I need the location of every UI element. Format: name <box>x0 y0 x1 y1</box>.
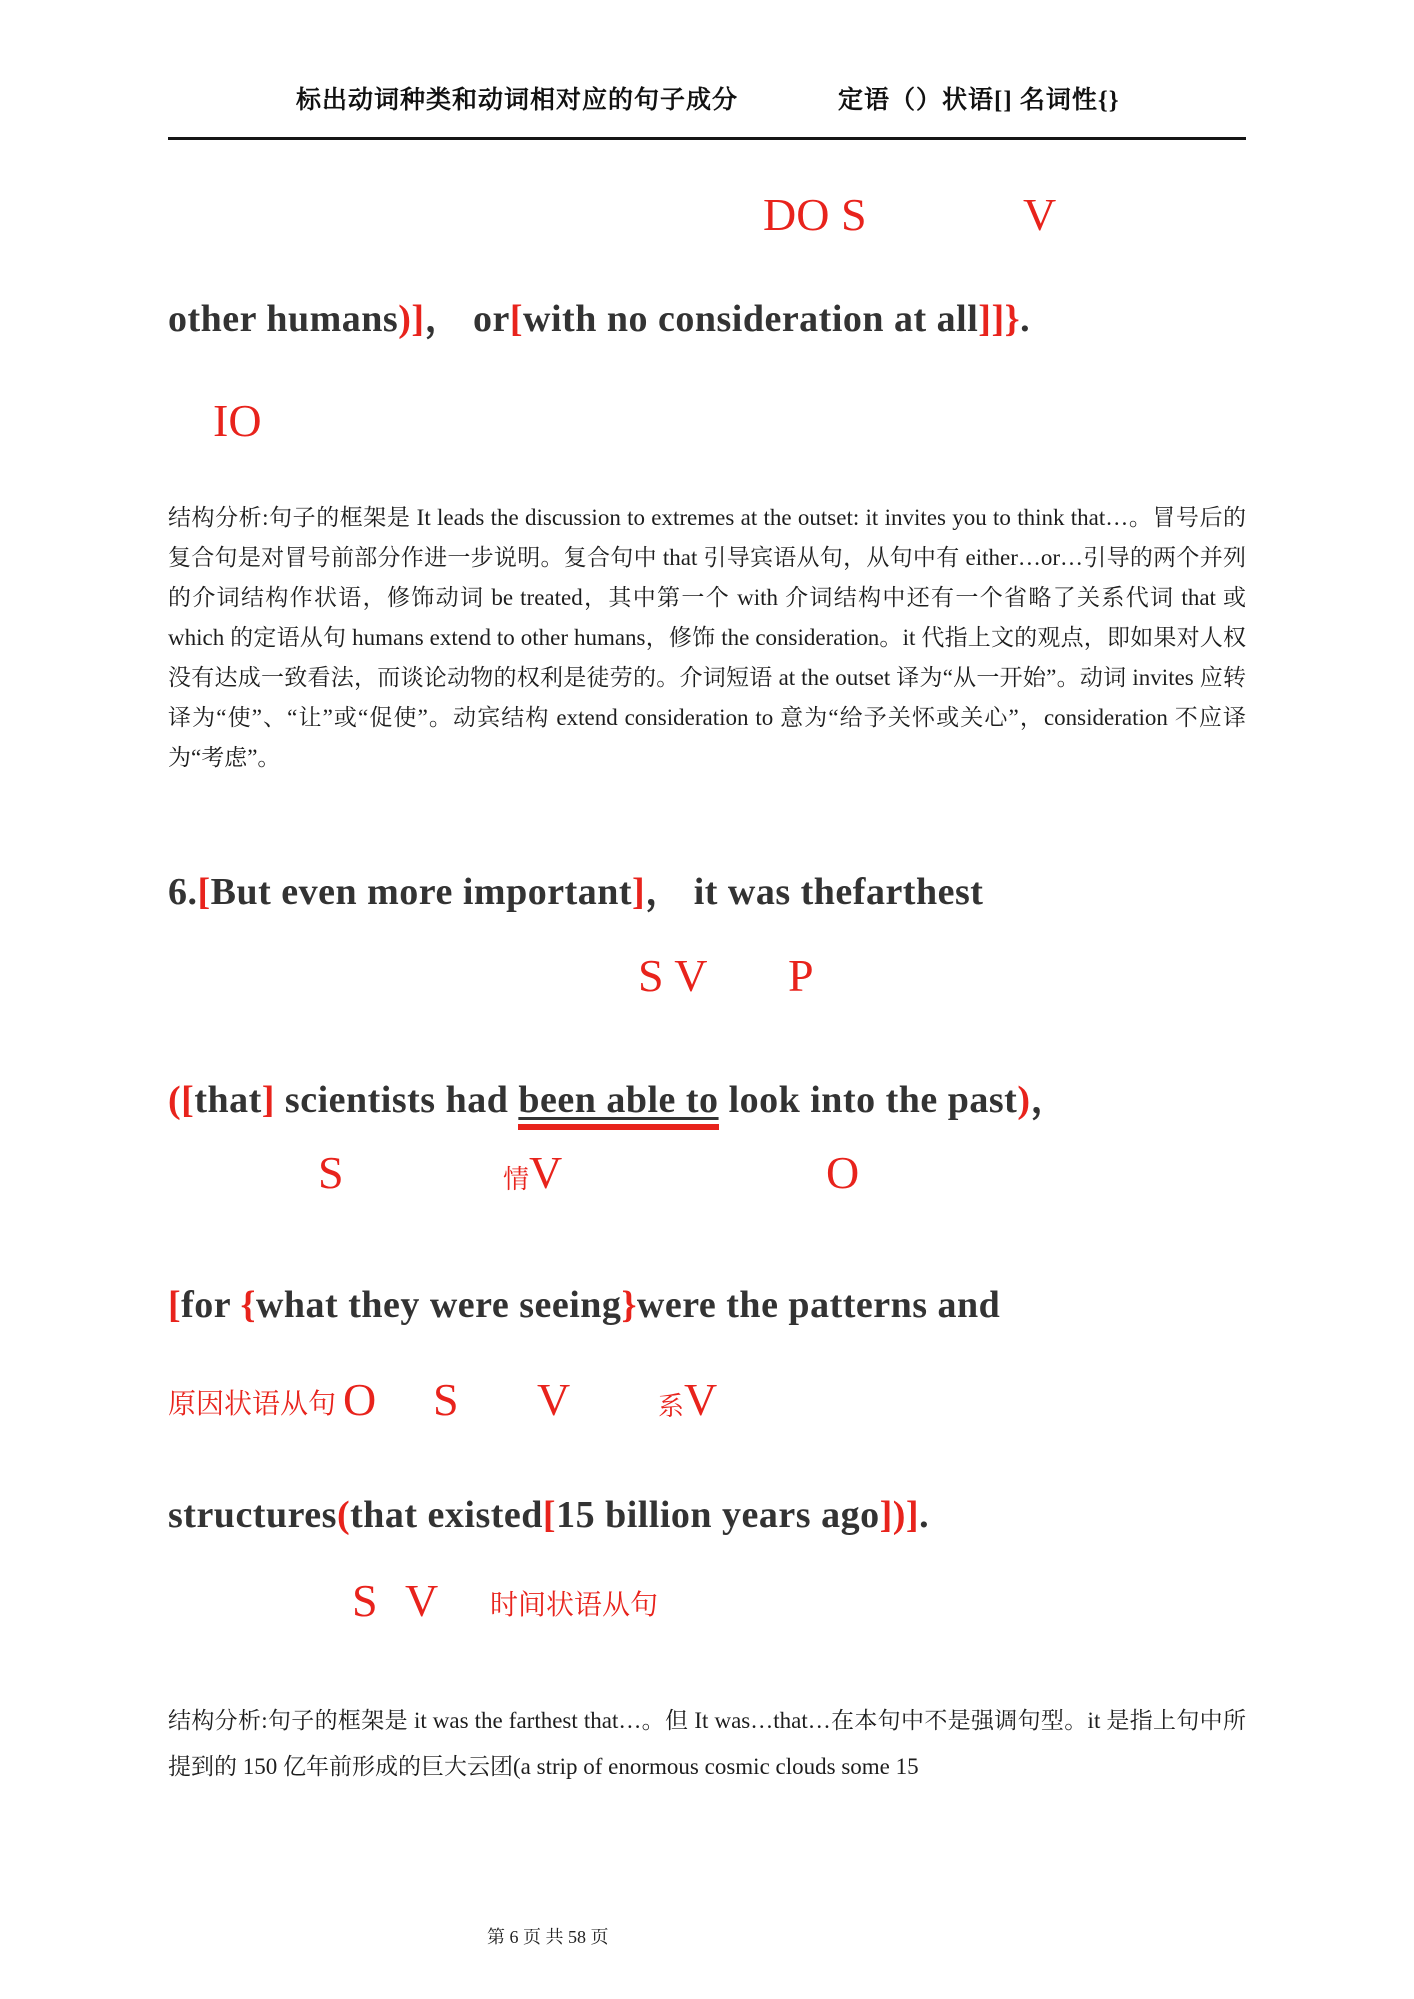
text-segment: . <box>1020 298 1031 340</box>
grammar-label-reason-adverbial-clause: 原因状语从句 <box>168 1389 337 1420</box>
text-segment: what they were seeing <box>255 1284 622 1326</box>
grammar-label-v: V <box>537 1374 571 1425</box>
text-segment: or <box>473 298 510 340</box>
text-segment: structures <box>168 1494 337 1536</box>
sentence-6-line-4 <box>168 1493 929 1537</box>
grammar-label-s: S <box>433 1374 459 1425</box>
sentence-6-line-3 <box>168 1283 1000 1327</box>
text-segment: ] <box>632 871 646 913</box>
text-segment: . <box>919 1494 930 1536</box>
text-segment: [ <box>509 298 524 340</box>
text-segment: ， <box>424 298 474 340</box>
text-segment: ( <box>336 1494 351 1536</box>
grammar-label-o: O <box>343 1374 377 1425</box>
grammar-label-time-adverbial-clause: 时间状语从句 <box>490 1590 659 1621</box>
text-segment: ])] <box>879 1494 920 1536</box>
text-segment: for <box>181 1284 241 1326</box>
text-segment: } <box>621 1284 637 1326</box>
grammar-label-io: IO <box>213 395 262 446</box>
grammar-label-s: S <box>318 1147 344 1198</box>
text-segment: that <box>194 1079 262 1121</box>
header-divider-rule <box>168 137 1246 140</box>
structure-analysis-paragraph-2: 结构分析:句子的框架是 it was the farthest that…。但 It was…that…在本句中不是强调句型。it 是指上句中所提到的 150 亿年前形成的巨大云团(a strip of enormous cosmic clouds some 15 <box>168 1708 1246 1779</box>
text-segment: 6. <box>168 871 198 913</box>
text-segment: that existed <box>350 1494 543 1536</box>
sentence-line-continuation <box>168 287 1030 342</box>
grammar-letter: V <box>529 1147 563 1198</box>
grammar-label-v: V <box>405 1575 439 1626</box>
grammar-label-v: V <box>1023 189 1057 240</box>
sentence-6-line-2 <box>168 1068 1069 1123</box>
grammar-label-do-s: DO S <box>763 189 867 240</box>
text-segment: been able to <box>518 1079 718 1130</box>
text-segment: [ <box>197 871 211 913</box>
text-segment: { <box>240 1284 256 1326</box>
text-segment: 15 billion years ago <box>556 1494 880 1536</box>
grammar-label-modal-v <box>503 1147 563 1198</box>
text-segment: scientists had <box>274 1079 519 1121</box>
text-segment: [ <box>168 1284 182 1326</box>
text-segment: But even more important <box>210 871 633 913</box>
header-notation-legend: 定语（）状语[] 名词性{} <box>838 87 1120 114</box>
text-segment: other humans <box>168 298 399 340</box>
sentence-6-heading <box>168 860 983 915</box>
page-number-footer: 第 6 页 共 58 页 <box>487 1927 609 1947</box>
linking-prefix: 系 <box>658 1392 685 1421</box>
grammar-letter: V <box>684 1374 718 1425</box>
header-instruction: 标出动词种类和动词相对应的句子成分 <box>296 87 739 114</box>
text-segment: [ <box>542 1494 557 1536</box>
text-segment: it was thefarthest <box>693 871 984 913</box>
modal-prefix: 情 <box>503 1165 530 1194</box>
structure-analysis-paragraph-1: 结构分析:句子的框架是 It leads the discussion to extremes at the outset: it invites you to think that…。冒号后的复合句是对冒号前部分作进一步说明。复合句中 that 引导宾语从句，从句中有 either…or…引导的两个并列的介词结构作状语，修饰动词 be treated，其中第一个 with 介词结构中还有一个省略了关系代词 that 或 which 的定语从句 humans extend to other humans，修饰 the consideration。it 代指上文的观点，即如果对人权没有达成一致看法，而谈论动物的权利是徒劳的。介词短语 at the outset 译为“从一开始”。动词 invites 应转译为“使”、“让”或“促使”。动宾结构 extend consideration to 意为“给予关怀或关心”，consideration 不应译为“考虑”。 <box>168 505 1246 770</box>
grammar-label-o: O <box>826 1147 860 1198</box>
text-segment: )] <box>398 298 425 340</box>
grammar-label-s-v: S V <box>638 950 708 1001</box>
grammar-label-linking-v <box>658 1374 718 1425</box>
text-segment: ] <box>261 1079 275 1121</box>
text-segment: [ <box>181 1079 195 1121</box>
text-segment: look into the past <box>718 1079 1018 1121</box>
text-segment: with no consideration at all <box>523 298 979 340</box>
text-segment: ( <box>168 1079 182 1121</box>
text-segment: ， <box>1030 1079 1070 1121</box>
grammar-label-p: P <box>788 950 814 1001</box>
text-segment: ) <box>1017 1079 1031 1121</box>
text-segment: ， <box>645 871 694 913</box>
text-segment: ]]} <box>978 298 1021 340</box>
text-segment: were the patterns and <box>636 1284 1001 1326</box>
grammar-label-s: S <box>352 1575 378 1626</box>
